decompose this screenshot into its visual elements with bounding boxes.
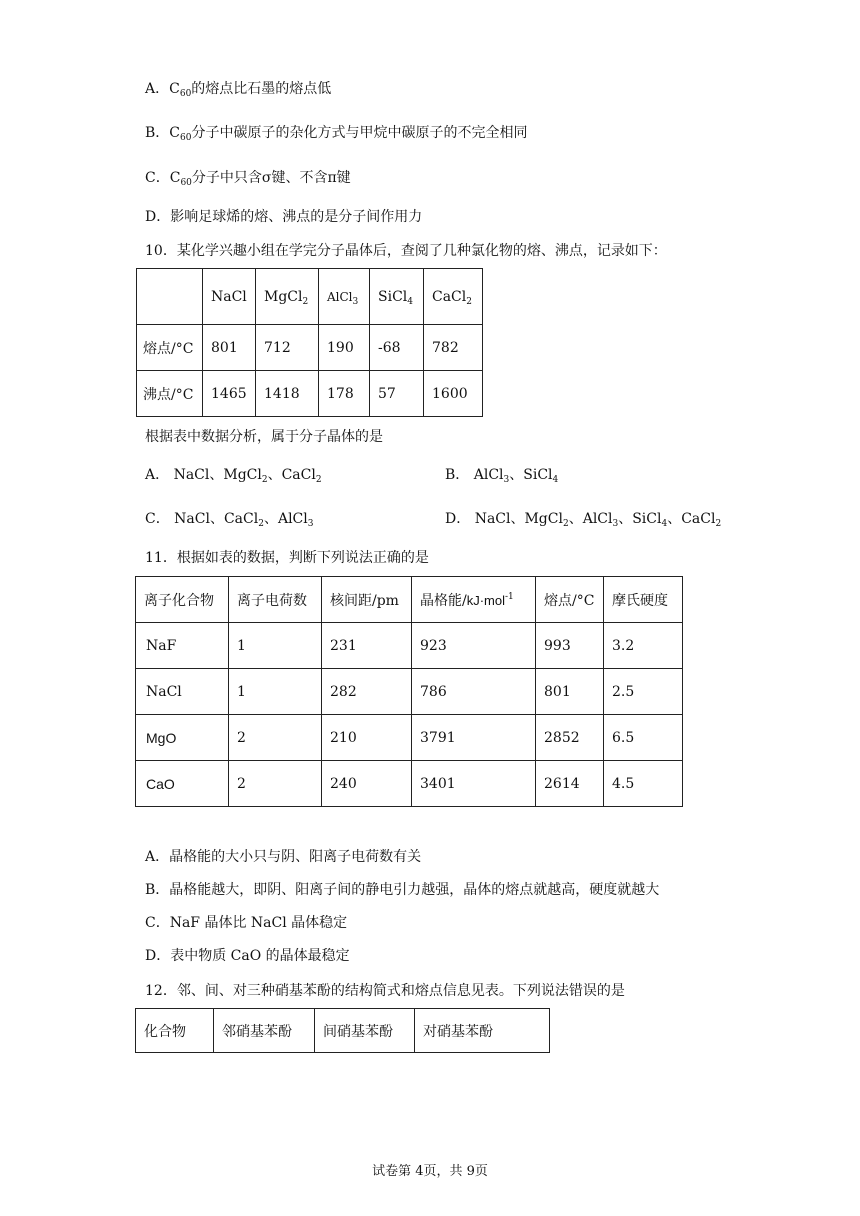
cell: 6.5: [604, 715, 683, 761]
q9-option-c: C．$C_{60}$分子中只含σ键、不含π键: [145, 170, 351, 188]
cell: 3.2: [604, 623, 683, 669]
cell: 3791: [412, 715, 536, 761]
table-row: [136, 761, 683, 807]
q10-table: [136, 268, 483, 417]
q10-header-cacl2: CaCl$_2$: [424, 269, 483, 325]
q10-header-alcl3: AlCl$_3$: [319, 269, 370, 325]
cell: 1: [229, 669, 322, 715]
q10-header-mgcl2: MgCl$_2$: [256, 269, 319, 325]
cell: 2.5: [604, 669, 683, 715]
q9-option-a: A．$C_{60}$的熔点比石墨的熔点低: [145, 81, 332, 99]
table-row: [136, 715, 683, 761]
cell: MgO: [136, 715, 229, 761]
q11-stem: 11．根据如表的数据，判断下列说法正确的是: [145, 550, 429, 566]
cell: -68: [370, 325, 424, 371]
cell: 3401: [412, 761, 536, 807]
q11-header: 晶格能/kJ·mol$^{-1}$: [412, 577, 536, 623]
page-footer: 试卷第 4页，共 9页: [372, 1164, 488, 1179]
q11-option-b: B．晶格能越大，即阴、阳离子间的静电引力越强，晶体的熔点就越高，硬度就越大: [145, 882, 660, 898]
cell: NaCl: [136, 669, 229, 715]
q11-header: 离子电荷数: [229, 577, 322, 623]
cell: 993: [536, 623, 604, 669]
q10-option-d: D． NaCl、MgCl$_2$、AlCl$_3$、SiCl$_4$、CaCl$_2$: [445, 511, 722, 529]
q11-header: 离子化合物: [136, 577, 229, 623]
q10-header-sicl4: SiCl$_4$: [370, 269, 424, 325]
cell: 1465: [203, 371, 256, 417]
cell: 190: [319, 325, 370, 371]
cell: 712: [256, 325, 319, 371]
cell: 282: [322, 669, 412, 715]
cell: 1600: [424, 371, 483, 417]
cell: 2: [229, 715, 322, 761]
q10-option-c: C． NaCl、CaCl$_2$、AlCl$_3$: [145, 511, 314, 529]
q10-stem: 10．某化学兴趣小组在学完分子晶体后，查阅了几种氯化物的熔、沸点，记录如下：: [145, 243, 667, 259]
q12-table: [135, 1008, 550, 1053]
q10-header-empty: [137, 269, 203, 325]
q10-option-a: A． NaCl、MgCl$_2$、CaCl$_2$: [145, 467, 322, 485]
q10-option-b: B． AlCl$_3$、SiCl$_4$: [445, 467, 559, 485]
cell: 786: [412, 669, 536, 715]
cell: 231: [322, 623, 412, 669]
table-row: [136, 623, 683, 669]
q10-question: 根据表中数据分析，属于分子晶体的是: [145, 429, 383, 445]
row-label: 熔点/°C: [137, 325, 203, 371]
cell: CaO: [136, 761, 229, 807]
q12-header: 邻硝基苯酚: [214, 1009, 315, 1053]
q11-option-d: D．表中物质 CaO 的晶体最稳定: [145, 948, 350, 964]
cell: 1: [229, 623, 322, 669]
cell: NaF: [136, 623, 229, 669]
q11-header: 熔点/°C: [536, 577, 604, 623]
cell: 782: [424, 325, 483, 371]
cell: 210: [322, 715, 412, 761]
q12-stem: 12．邻、间、对三种硝基苯酚的结构简式和熔点信息见表。下列说法错误的是: [145, 983, 625, 999]
q11-table: [135, 576, 683, 807]
cell: 923: [412, 623, 536, 669]
cell: 2614: [536, 761, 604, 807]
table-row: [137, 371, 483, 417]
q11-option-a: A．晶格能的大小只与阴、阳离子电荷数有关: [145, 849, 422, 865]
cell: 57: [370, 371, 424, 417]
q11-header: 核间距/pm: [322, 577, 412, 623]
cell: 1418: [256, 371, 319, 417]
q12-header: 化合物: [136, 1009, 214, 1053]
q9-option-d: D．影响足球烯的熔、沸点的是分子间作用力: [145, 209, 423, 225]
cell: 2852: [536, 715, 604, 761]
q10-header-nacl: NaCl: [203, 269, 256, 325]
q12-header: 间硝基苯酚: [315, 1009, 415, 1053]
cell: 801: [203, 325, 256, 371]
table-row: [136, 669, 683, 715]
q9-option-b: B．$C_{60}$分子中碳原子的杂化方式与甲烷中碳原子的不完全相同: [145, 125, 528, 143]
q11-option-c: C．NaF 晶体比 NaCl 晶体稳定: [145, 915, 348, 931]
cell: 2: [229, 761, 322, 807]
q11-header: 摩氏硬度: [604, 577, 683, 623]
table-row: [137, 325, 483, 371]
cell: 240: [322, 761, 412, 807]
cell: 178: [319, 371, 370, 417]
row-label: 沸点/°C: [137, 371, 203, 417]
cell: 4.5: [604, 761, 683, 807]
cell: 801: [536, 669, 604, 715]
q12-header: 对硝基苯酚: [415, 1009, 550, 1053]
